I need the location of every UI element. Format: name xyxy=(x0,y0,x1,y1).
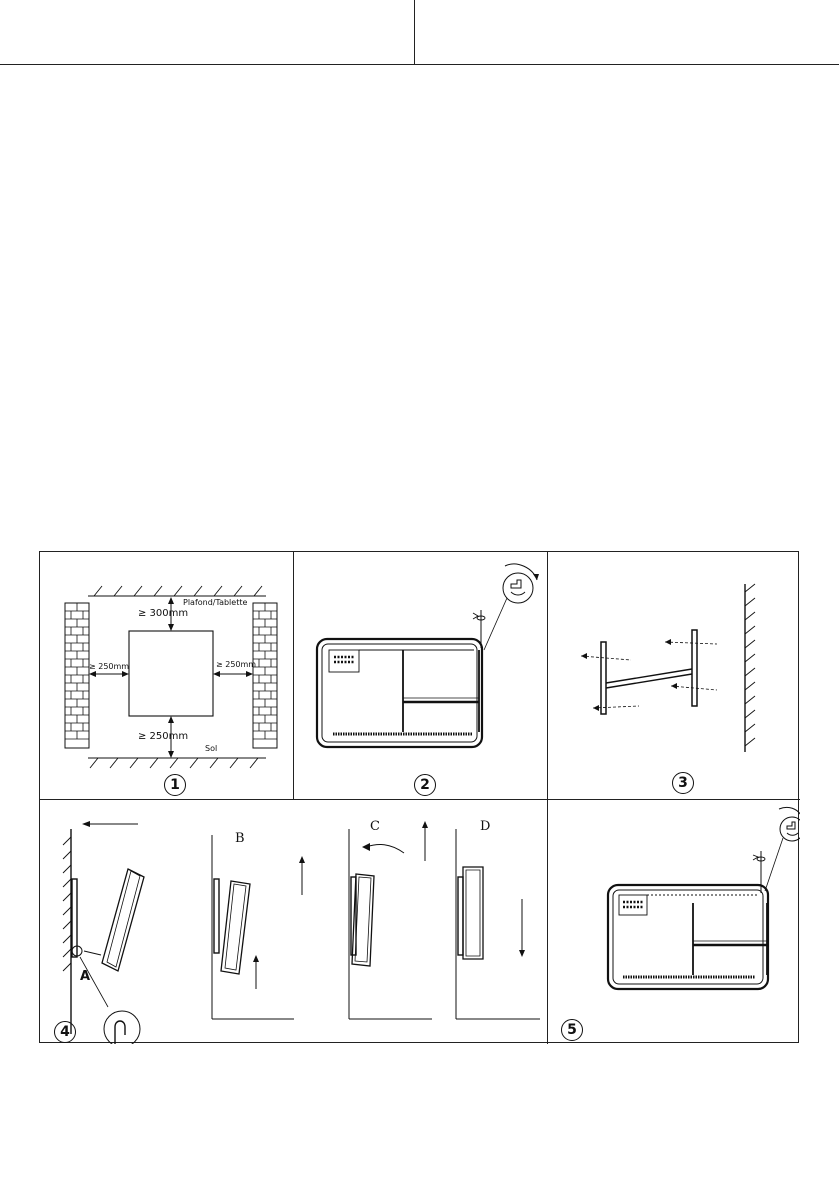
panel-remove-bracket xyxy=(293,552,547,799)
top-clearance-label: ≥ 300mm xyxy=(138,608,189,619)
left-clearance-label: ≥ 250mm xyxy=(89,662,130,671)
panel-secure-heater xyxy=(547,799,800,1044)
heater-back-diagram xyxy=(293,552,547,799)
step-4-badge: 4 xyxy=(54,1021,76,1043)
installation-figure xyxy=(39,551,799,1043)
floor-label: Sol xyxy=(205,744,218,753)
clearance-diagram xyxy=(40,552,293,799)
right-clearance-label: ≥ 250mm xyxy=(216,660,257,669)
hanging-sequence-diagram xyxy=(40,799,547,1044)
header-rule xyxy=(0,64,839,65)
label-a: A xyxy=(80,969,91,984)
label-c: C xyxy=(370,819,380,834)
step-2-badge: 2 xyxy=(414,774,436,796)
label-d: D xyxy=(480,819,491,834)
step-5-badge: 5 xyxy=(561,1019,583,1041)
step-1-badge: 1 xyxy=(164,774,186,796)
panel-fix-bracket xyxy=(547,552,800,799)
bracket-wall-diagram xyxy=(547,552,800,799)
panel-clearances xyxy=(40,552,293,799)
ceiling-label: Plafond/Tablette xyxy=(183,598,248,607)
label-b: B xyxy=(235,831,245,846)
bottom-clearance-label: ≥ 250mm xyxy=(138,731,189,742)
step-3-badge: 3 xyxy=(672,772,694,794)
header-divider xyxy=(414,0,415,65)
heater-secured-diagram xyxy=(547,799,800,1044)
panel-hang-heater xyxy=(40,799,547,1044)
